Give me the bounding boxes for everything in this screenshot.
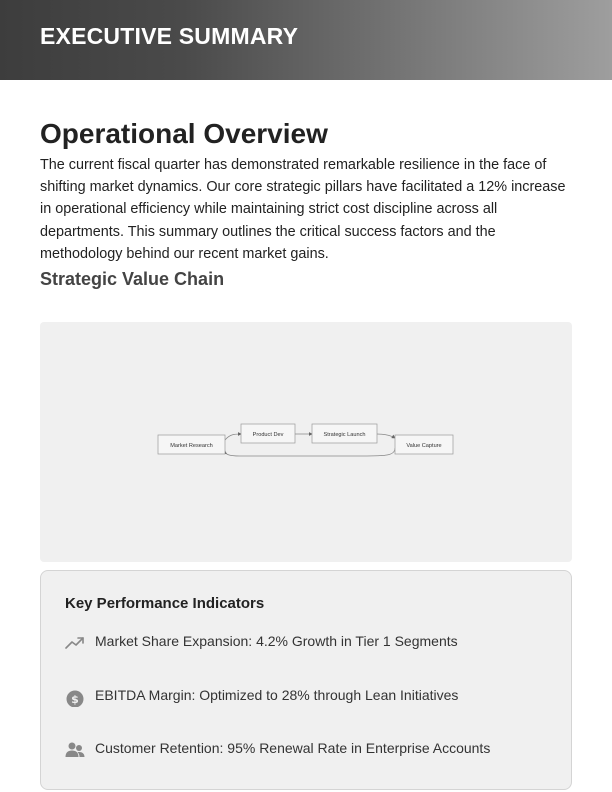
node-label: Market Research	[170, 443, 213, 449]
value-chain-diagram	[40, 322, 572, 562]
document-title: EXECUTIVE SUMMARY	[40, 23, 299, 49]
kpi-title: Key Performance Indicators	[65, 595, 265, 612]
edge-launch-to-capture	[377, 434, 395, 438]
edge-capture-to-research	[225, 448, 395, 456]
kpi-text: Market Share Expansion: 4.2% Growth in Tier 1 Segments	[95, 633, 458, 649]
section-title: Operational Overview	[40, 118, 328, 149]
header-banner	[0, 0, 612, 80]
kpi-card	[40, 570, 572, 790]
kpi-text: EBITDA Margin: Optimized to 28% through Lean Initiatives	[95, 687, 459, 703]
kpi-text: Customer Retention: 95% Renewal Rate in Enterprise Accounts	[95, 740, 491, 756]
dollar-coin-icon	[65, 687, 85, 707]
node-market-research	[158, 435, 225, 454]
users-icon	[65, 740, 85, 760]
node-label: Value Capture	[406, 443, 442, 449]
trending-up-icon	[65, 633, 85, 653]
svg-text:$: $	[71, 693, 79, 706]
node-value-capture	[395, 435, 453, 454]
node-strategic-launch	[312, 424, 377, 443]
value-chain-title: Strategic Value Chain	[40, 269, 225, 289]
node-label: Strategic Launch	[323, 432, 366, 438]
node-product-dev	[241, 424, 295, 443]
edge-research-to-dev	[225, 434, 241, 440]
overview-paragraph: The current fiscal quarter has demonstrated remarkable resilience in the face of shifting market dynamics. Our core strategic pillars have facilitated a 12% increase in operational efficiency while maintaining strict cost discipline across all departments. This summary outlines the critical success factors and the methodology behind our recent market gains.	[40, 157, 566, 262]
node-label: Product Dev	[252, 432, 284, 438]
